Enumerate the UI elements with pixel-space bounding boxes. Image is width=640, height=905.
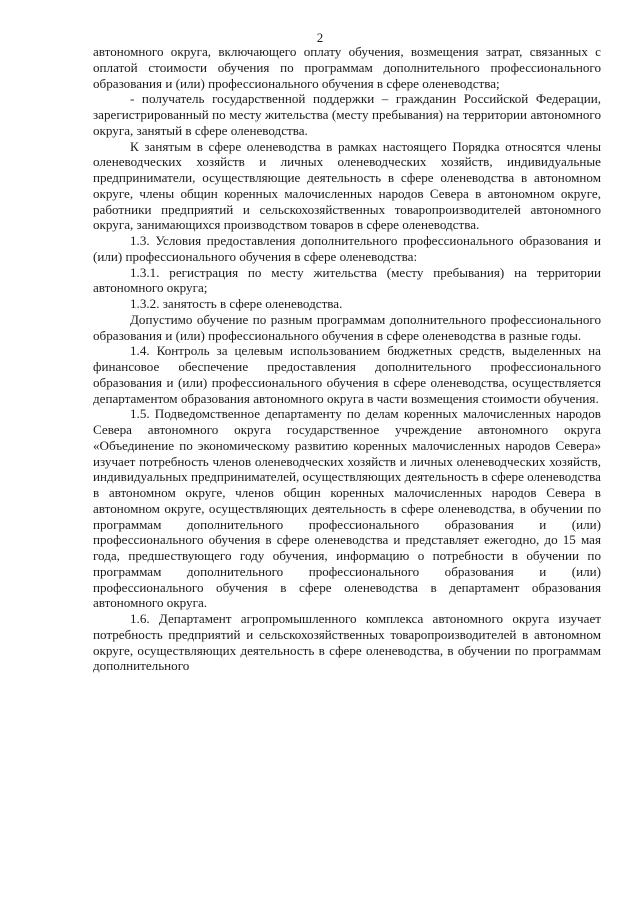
- paragraph-clause-1-5: 1.5. Подведомственное департаменту по делам коренных малочисленных народов Севера автономного округа государственное учреждение автономного округа «Объединение по экономическому развитию коренных малочисленных народов Севера» изучает потребность членов оленеводческих хозяйств и личных оленеводческих хозяйств, индивидуальных предпринимателей, осуществляющих деятельность в сфере оленеводства в автономном округе, членов общин коренных малочисленных народов Севера в автономном округе, осуществляющих деятельность в сфере оленеводства, в обучении по программам дополнительного профессионального образования и (или) профессионального обучения в сфере оленеводства и представляет ежегодно, до 15 мая года, предшествующего году обучения, информацию о потребности в обучении по программам дополнительного профессионального образования и (или) профессионального обучения в сфере оленеводства в департамент образования автономного округа.: [93, 406, 601, 611]
- paragraph-clause-1-6: 1.6. Департамент агропромышленного комплекса автономного округа изучает потребность предприятий и сельскохозяйственных товаропроизводителей в автономном округе, осуществляющих деятельность в сфере оленеводства, в обучении по программам дополнительного: [93, 611, 601, 674]
- paragraph-definition-recipient: - получатель государственной поддержки – гражданин Российской Федерации, зарегистрированный по месту жительства (месту пребывания) на территории автономного округа, занятый в сфере оленеводства.: [93, 91, 601, 138]
- paragraph-employed-persons: К занятым в сфере оленеводства в рамках настоящего Порядка относятся члены оленеводческих хозяйств и личных оленеводческих хозяйств, индивидуальные предприниматели, осуществляющие деятельность в сфере оленеводства в автономном округе, члены общин коренных малочисленных народов Севера в автономном округе, работники предприятий и сельскохозяйственных товаропроизводителей автономного округа, занимающихся производством товаров в сфере оленеводства.: [93, 138, 601, 233]
- paragraph-clause-1-3-2: 1.3.2. занятость в сфере оленеводства.: [130, 296, 343, 311]
- paragraph-clause-1-4: 1.4. Контроль за целевым использованием бюджетных средств, выделенных на финансовое обеспечение предоставления дополнительного профессионального образования и (или) профессионального обучения в сфере оленеводства, осуществляется департаментом образования автономного округа в части возмещения стоимости обучения.: [93, 343, 601, 406]
- document-body: [93, 44, 601, 674]
- paragraph-definition-continued: автономного округа, включающего оплату обучения, возмещения затрат, связанных с оплатой стоимости обучения по программам дополнительного профессионального образования и (или) профессионального обучения в сфере оленеводства;: [93, 44, 601, 91]
- paragraph-permitted-training: Допустимо обучение по разным программам дополнительного профессионального образования и (или) профессионального обучения в сфере оленеводства в разные годы.: [93, 311, 601, 343]
- paragraph-clause-1-3-1: 1.3.1. регистрация по месту жительства (месту пребывания) на территории автономного округа;: [93, 264, 601, 296]
- page-number: 2: [316, 30, 324, 45]
- paragraph-clause-1-3: 1.3. Условия предоставления дополнительного профессионального образования и (или) профессионального обучения в сфере оленеводства:: [93, 233, 601, 264]
